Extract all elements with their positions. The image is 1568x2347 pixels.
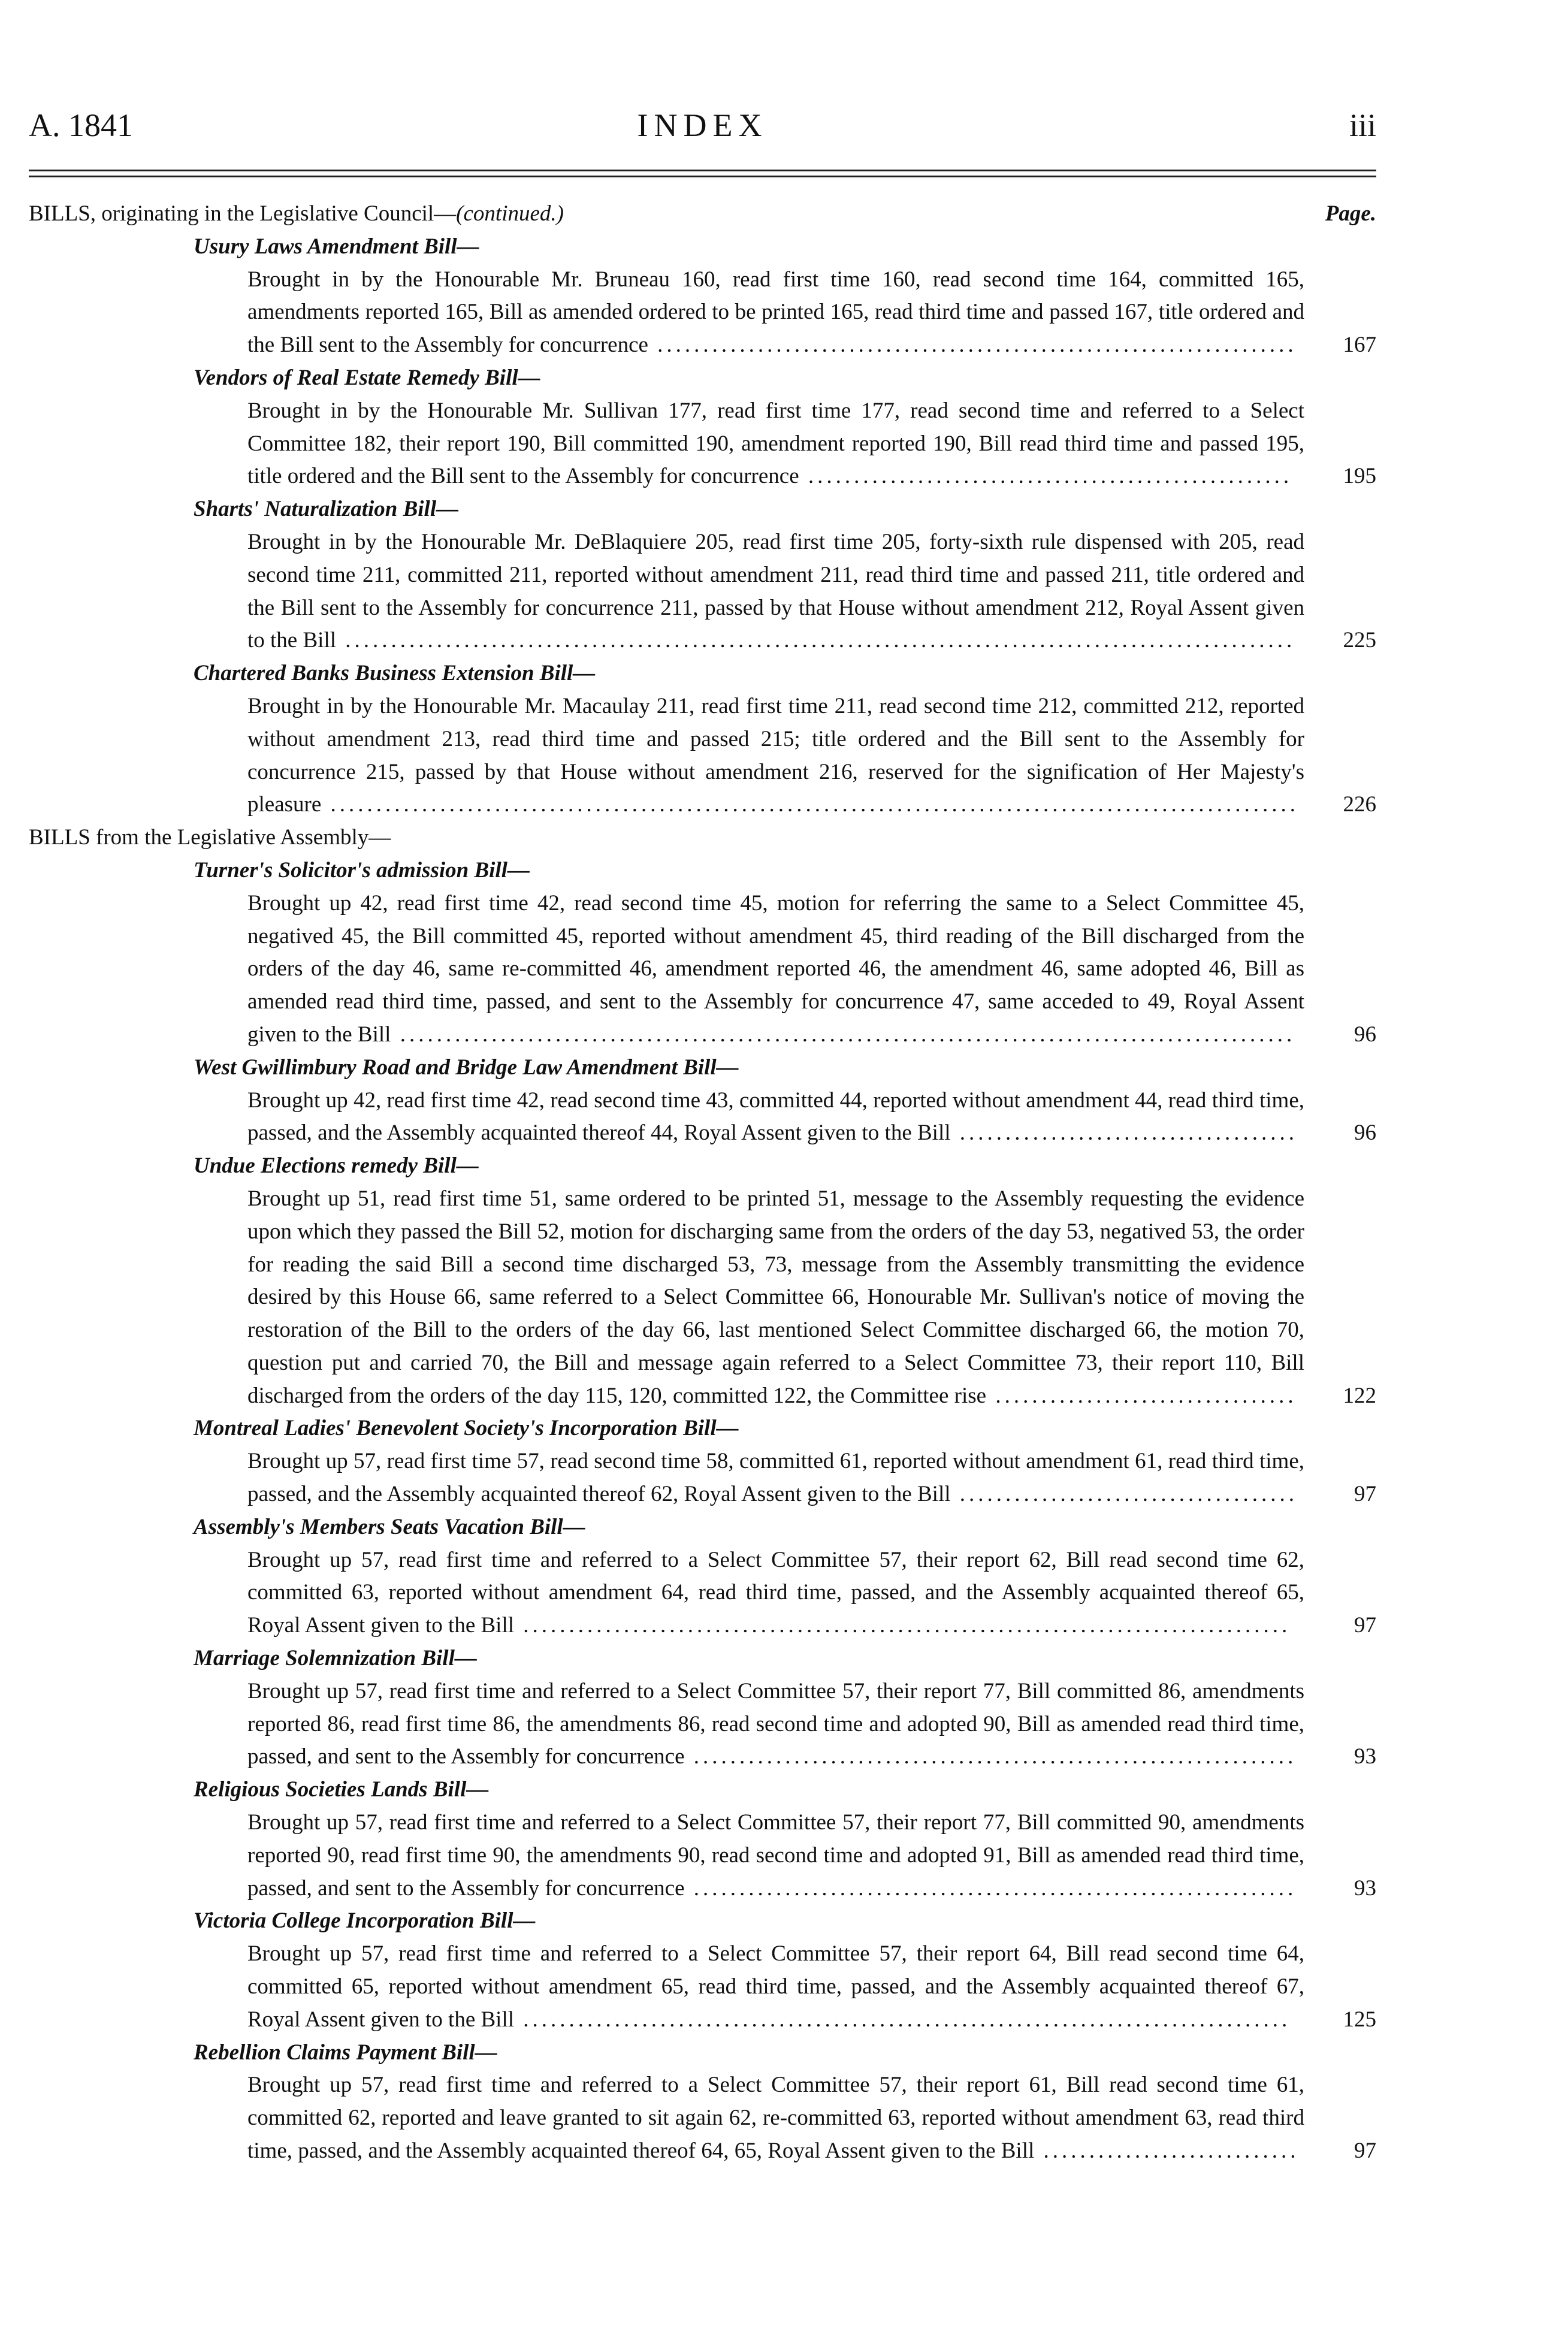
entry-text: Brought up 57, read first time and referred to a Select Committee 57, their report 61, Bill read second time 61, committed 62, reported and leave granted to sit again 62, re-committed 63, reported without amendment 63, read third time, passed, and the Assembly acquainted thereof 64, 65, Royal Assent given to the Bill: [247, 2073, 1304, 2164]
dot-leader: .....................................................: [799, 464, 1293, 489]
entry-text: Brought up 57, read first time and referred to a Select Committee 57, their report 64, Bill read second time 64, committed 65, reported without amendment 65, read third time, passed, and the Assembly acquainted thereof 67, Royal Assent given to the Bill: [247, 1941, 1304, 2032]
page-reference: 122: [1343, 1383, 1376, 1408]
page-reference: 93: [1354, 1744, 1376, 1769]
entry-title: Victoria College Incorporation Bill—: [194, 1908, 536, 1934]
entry-text: Brought up 42, read first time 42, read second time 43, committed 44, reported without amendment 44, read third time, passed, and the Assembly acquainted thereof 44, Royal Assent given to the Bill: [247, 1088, 1304, 1146]
entry-body: [29, 395, 1376, 493]
page-title: INDEX: [637, 107, 768, 143]
entry-text: Brought up 57, read first time and referred to a Select Committee 57, their report 62, Bill read second time 62, committed 63, reported without amendment 64, read third time, passed, and the Assembly acquainted thereof 65, Royal Assent given to the Bill: [247, 1547, 1304, 1638]
section-heading: [29, 198, 1376, 231]
dot-leader: ....................................................................................: [514, 2007, 1291, 2032]
page-reference: 96: [1354, 1022, 1376, 1047]
entry-body: [29, 887, 1376, 1052]
page-reference: 226: [1343, 792, 1376, 817]
dot-leader: .....................................: [950, 1120, 1298, 1146]
page-reference: 125: [1343, 2007, 1376, 2032]
dot-leader: ..........................................................................................................: [321, 792, 1300, 817]
entry-title: Sharts' Naturalization Bill—: [194, 497, 459, 522]
page-number: iii: [1349, 107, 1376, 143]
page-reference: 93: [1354, 1875, 1376, 1901]
entry-body: [29, 526, 1376, 657]
entry-text: Brought up 57, read first time 57, read second time 58, committed 61, reported without amendment 61, read third time, passed, and the Assembly acquainted thereof 62, Royal Assent given to the Bill: [247, 1449, 1304, 1507]
page-reference: 97: [1354, 1482, 1376, 1507]
entry-body: [29, 264, 1376, 362]
dot-leader: ..................................................................: [684, 1744, 1297, 1769]
dot-leader: ..................................................................................................: [391, 1022, 1296, 1047]
entry-body: [29, 2069, 1376, 2167]
dot-leader: .....................................: [950, 1482, 1298, 1507]
entry-title: Rebellion Claims Payment Bill—: [194, 2040, 497, 2065]
dot-leader: ........................................................................................................: [336, 628, 1296, 653]
header-rule-bottom: [29, 176, 1376, 177]
entry-body: [29, 1675, 1376, 1774]
entry-title: Undue Elections remedy Bill—: [194, 1153, 479, 1179]
entry-text: Brought in by the Honourable Mr. Macaulay 211, read first time 211, read second time 212, committed 212, reported without amendment 213, read third time and passed 215; title ordered and the Bill sent to the Assembly for concurrence 215, passed by that House without amendment 216, reserved for the signification of Her Majesty's pleasure: [247, 693, 1304, 817]
dot-leader: .................................: [986, 1383, 1297, 1408]
year-label: A. 1841: [29, 107, 133, 143]
entry-text: Brought up 57, read first time and referred to a Select Committee 57, their report 77, Bill committed 90, amendments reported 90, read first time 90, the amendments 90, read second time and adopted 91, Bill as amended read third time, passed, and sent to the Assembly for concurrence: [247, 1810, 1304, 1901]
page-reference: 225: [1343, 628, 1376, 653]
dot-leader: ............................: [1034, 2138, 1300, 2164]
entry-title: Usury Laws Amendment Bill—: [194, 234, 479, 259]
header-rule-top: [29, 170, 1376, 171]
index-content: [29, 198, 1376, 2168]
section-label-continued: (continued.): [456, 201, 564, 226]
page-reference: 195: [1343, 464, 1376, 489]
entry-title: West Gwillimbury Road and Bridge Law Amendment Bill—: [194, 1055, 739, 1080]
entry-title: Vendors of Real Estate Remedy Bill—: [194, 365, 540, 390]
running-head: [29, 107, 1376, 155]
entry-body: [29, 1445, 1376, 1511]
entry-title: Religious Societies Lands Bill—: [194, 1777, 489, 1802]
entry-text: Brought in by the Honourable Mr. Bruneau 160, read first time 160, read second time 164, committed 165, amendments reported 165, Bill as amended ordered to be printed 165, read third time and passed 167, title ordered and the Bill sent to the Assembly for concurrence: [247, 267, 1304, 358]
entry-text: Brought up 42, read first time 42, read second time 45, motion for referring the same to a Select Committee 45, negatived 45, the Bill committed 45, reported without amendment 45, third reading of the Bill discharged from the orders of the day 46, same re-committed 46, amendment reported 46, the amendment 46, same adopted 46, Bill as amended read third time, passed, and sent to the Assembly for concurrence 47, same acceded to 49, Royal Assent given to the Bill: [247, 890, 1304, 1047]
entry-body: [29, 1807, 1376, 1905]
entry-text: Brought in by the Honourable Mr. DeBlaquiere 205, read first time 205, forty-sixth rule dispensed with 205, read second time 211, committed 211, reported without amendment 211, read third time and passed 211, title ordered and the Bill sent to the Assembly for concurrence 211, passed by that House without amendment 212, Royal Assent given to the Bill: [247, 529, 1304, 653]
entry-text: Brought up 51, read first time 51, same ordered to be printed 51, message to the Assembly requesting the evidence upon which they passed the Bill 52, motion for discharging same from the orders of the day 53, negatived 53, the order for reading the said Bill a second time discharged 53, 73, message from the Assembly transmitting the evidence desired by this House 66, same referred to a Select Committee 66, Honourable Mr. Sullivan's notice of moving the restoration of the Bill to the orders of the day 66, last mentioned Select Committee discharged 66, the motion 70, question put and carried 70, the Bill and message again referred to a Select Committee 73, their report 110, Bill discharged from the orders of the day 115, 120, committed 122, the Committee rise: [247, 1186, 1304, 1408]
section-label: BILLS, originating in the Legislative Council—: [29, 201, 457, 226]
page-reference: 97: [1354, 1613, 1376, 1638]
page-reference: 96: [1354, 1120, 1376, 1146]
entry-text: Brought up 57, read first time and referred to a Select Committee 57, their report 77, Bill committed 86, amendments reported 86, read first time 86, the amendments 86, read second time and adopted 90, Bill as amended read third time, passed, and sent to the Assembly for concurrence: [247, 1678, 1304, 1769]
entry-body: [29, 1183, 1376, 1413]
entry-body: [29, 690, 1376, 821]
entry-body: [29, 1085, 1376, 1150]
page-reference: 167: [1343, 333, 1376, 358]
entry-body: [29, 1544, 1376, 1642]
dot-leader: ....................................................................................: [514, 1613, 1291, 1638]
dot-leader: ..................................................................: [684, 1875, 1297, 1901]
section-label: BILLS from the Legislative Assembly—: [29, 825, 391, 850]
entry-title: Chartered Banks Business Extension Bill—: [194, 661, 596, 686]
entry-title: Turner's Solicitor's admission Bill—: [194, 857, 530, 883]
entry-title: Montreal Ladies' Benevolent Society's Incorporation Bill—: [194, 1416, 739, 1441]
entry-body: [29, 1938, 1376, 2036]
entry-title: Marriage Solemnization Bill—: [194, 1646, 477, 1671]
page-column-heading: Page.: [1325, 201, 1376, 226]
page-reference: 97: [1354, 2138, 1376, 2164]
section-heading: [29, 821, 1376, 854]
dot-leader: ......................................................................: [648, 333, 1297, 358]
entry-text: Brought in by the Honourable Mr. Sullivan 177, read first time 177, read second time and referred to a Select Committee 182, their report 190, Bill committed 190, amendment reported 190, Bill read third time and passed 195, title ordered and the Bill sent to the Assembly for concurrence: [247, 398, 1304, 489]
entry-title: Assembly's Members Seats Vacation Bill—: [194, 1514, 585, 1539]
